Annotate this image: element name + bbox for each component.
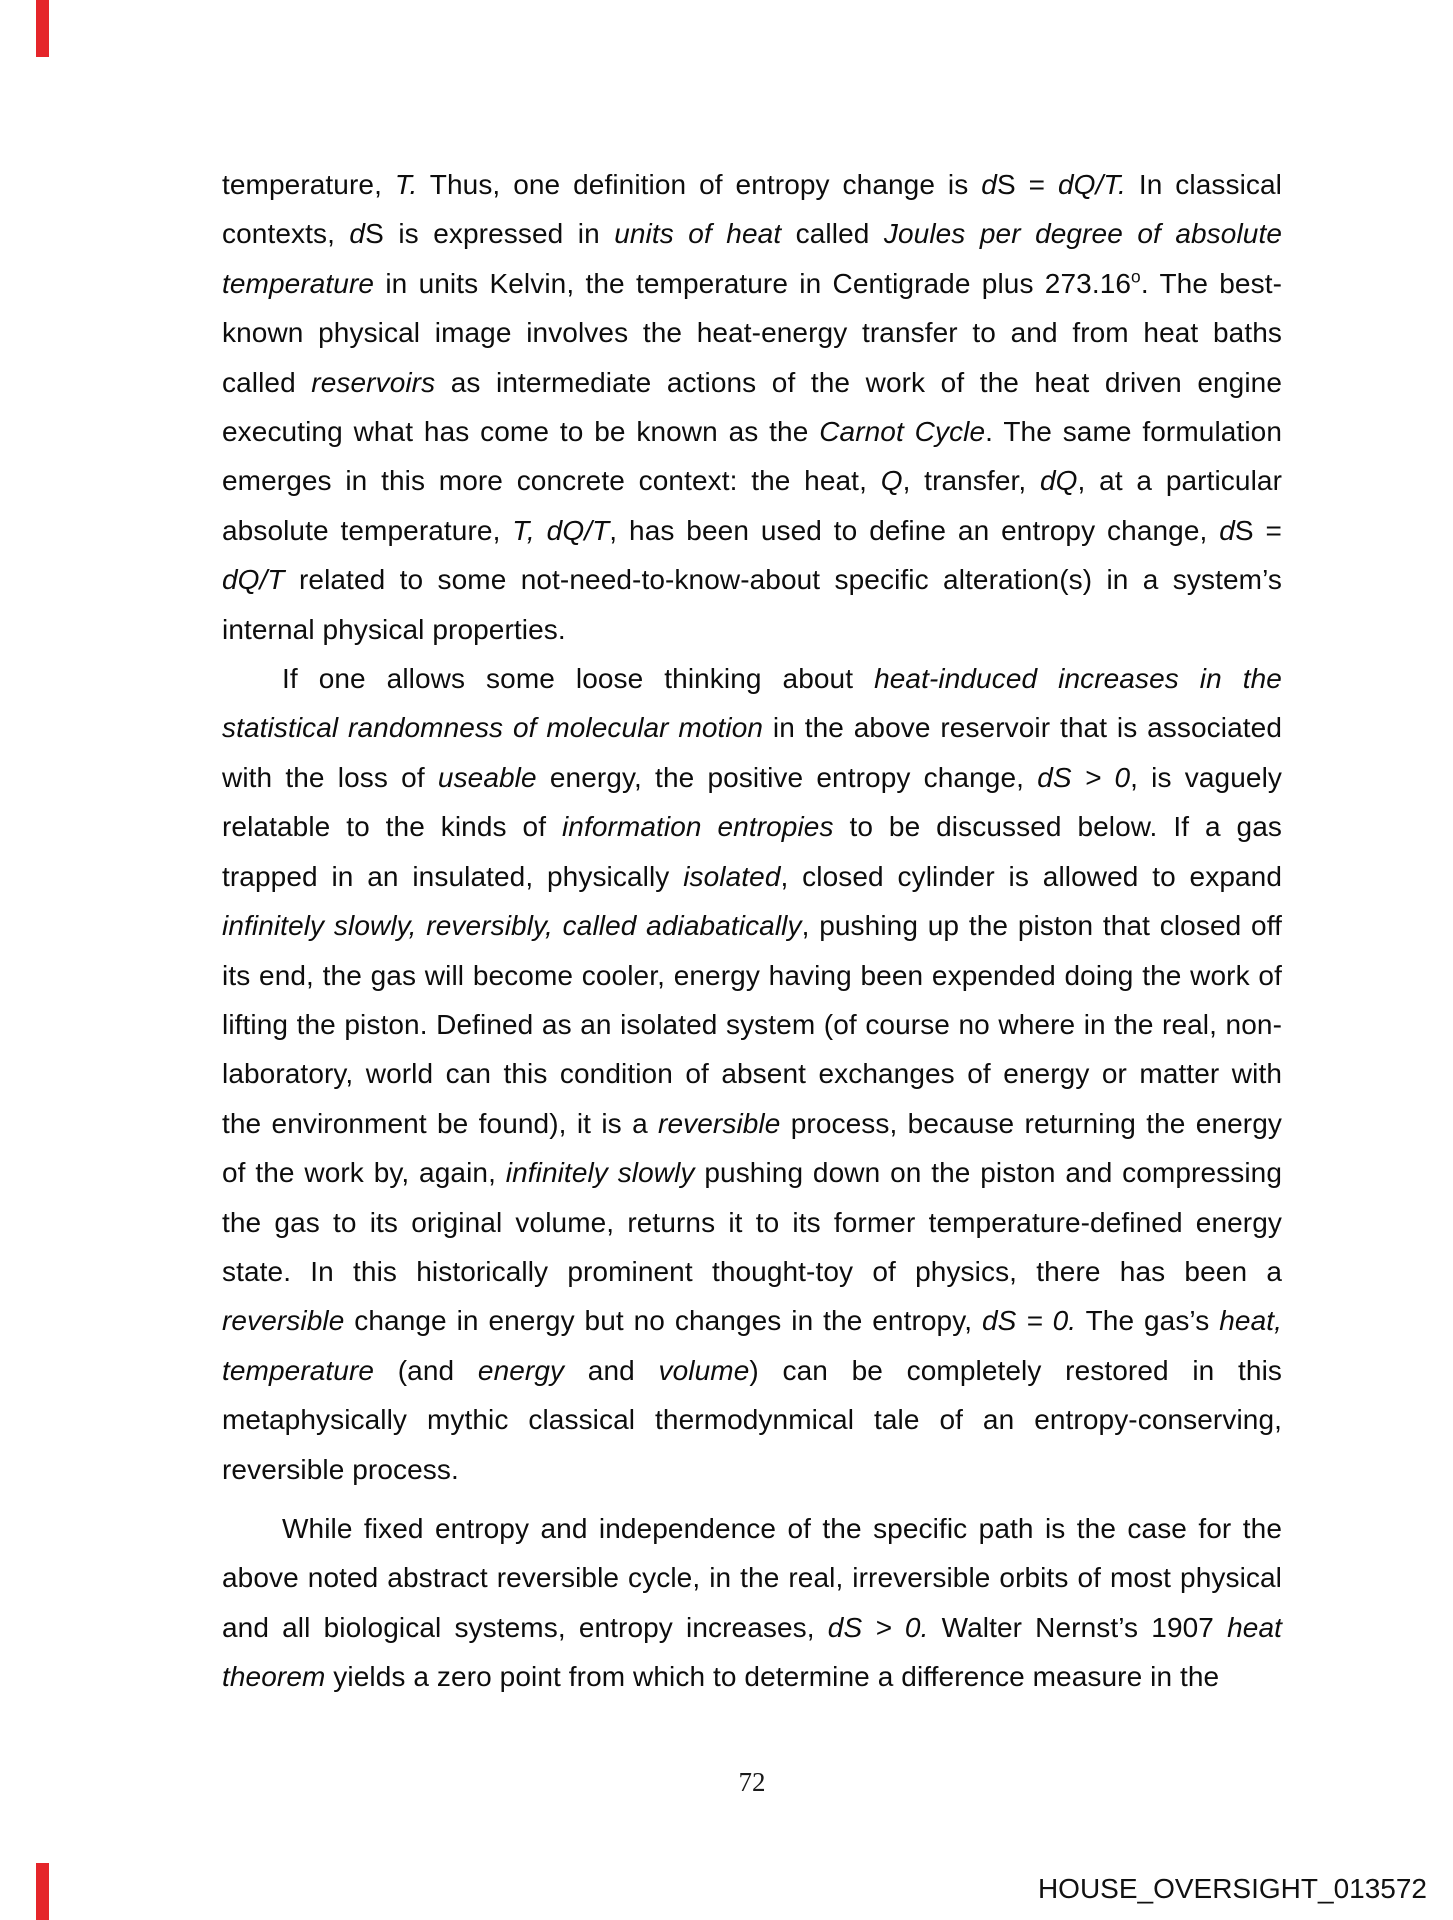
text-segment: Q (880, 465, 903, 497)
text-line (222, 1603, 1282, 1652)
text-segment: , pushing up the piston that closed off (801, 910, 1282, 942)
text-segment: theorem (222, 1661, 326, 1693)
text-line (222, 703, 1282, 752)
text-segment: metaphysically mythic classical thermodynmical tale of an entropy-conserving, (222, 1404, 1282, 1436)
text-segment: of the work by, again, (222, 1157, 506, 1189)
text-line (222, 259, 1282, 308)
text-segment: the gas to its original volume, returns it to its former temperature-defined energy (222, 1206, 1282, 1238)
text-segment: d (981, 169, 997, 200)
text-segment: infinitely slowly, reversibly, called adiabatically (222, 910, 802, 942)
text-segment: useable (437, 761, 537, 793)
text-segment: T. (394, 169, 418, 200)
text-segment: Joules per degree of absolute (883, 218, 1282, 250)
text-segment: heat (1227, 1611, 1282, 1643)
text-line (222, 1049, 1282, 1098)
text-segment: Walter Nernst’s 1907 (928, 1611, 1228, 1643)
text-line (222, 802, 1282, 851)
text-segment: relatable to the kinds of (222, 811, 562, 843)
text-segment: called (222, 366, 312, 398)
text-segment: heat-induced increases in the (874, 663, 1282, 695)
text-segment: contexts, (222, 218, 350, 250)
text-segment: , at a particular (1077, 465, 1282, 497)
text-line (222, 555, 1282, 604)
text-segment: energy, the positive entropy change, (536, 761, 1038, 793)
text-line (222, 951, 1282, 1000)
text-segment: dQ/T. (1057, 169, 1126, 200)
text-line (222, 1000, 1282, 1049)
text-segment: state. In this historically prominent thought-toy of physics, there has been a (222, 1255, 1282, 1287)
text-segment: change in energy but no changes in the entropy, (344, 1305, 982, 1337)
text-segment: dQ/T (222, 564, 285, 596)
text-segment: trapped in an insulated, physically (222, 860, 684, 892)
text-segment: temperature (222, 267, 375, 299)
text-segment: heat, (1219, 1305, 1282, 1337)
paragraph (222, 1504, 1282, 1702)
text-segment: , has been used to define an entropy change, (609, 514, 1220, 546)
text-line (222, 1198, 1282, 1247)
red-margin-mark-bottom (36, 1863, 49, 1920)
text-segment: reversible (222, 1305, 345, 1337)
text-segment: and (564, 1354, 659, 1386)
text-segment: known physical image involves the heat-energy transfer to and from heat baths (222, 317, 1282, 349)
text-segment: laboratory, world can this condition of absent exchanges of energy or matter with (222, 1058, 1282, 1090)
text-line (222, 852, 1282, 901)
text-segment: Thus, one definition of entropy change is (417, 169, 982, 200)
text-segment: yields a zero point from which to determine a difference measure in the (325, 1661, 1220, 1693)
paragraph (222, 654, 1282, 1494)
text-segment: , closed cylinder is allowed to expand (780, 860, 1283, 892)
text-line (222, 358, 1282, 407)
text-line (222, 1148, 1282, 1197)
text-line (222, 1395, 1282, 1444)
text-segment: S = (996, 169, 1058, 200)
text-line (222, 901, 1282, 950)
text-segment: While fixed entropy and independence of the specific path is the case for the (282, 1512, 1282, 1544)
text-segment: isolated (683, 860, 781, 892)
text-column (222, 160, 1282, 1702)
text-segment: infinitely slowly (505, 1157, 695, 1189)
text-segment: . The same formulation (985, 416, 1282, 448)
text-segment: called (781, 218, 884, 250)
text-segment: the environment be found), it is a (222, 1107, 659, 1139)
text-line (222, 654, 1282, 703)
text-segment: In classical (1125, 169, 1282, 200)
text-line (222, 456, 1282, 505)
text-segment: temperature, (222, 169, 395, 200)
text-line (222, 605, 1282, 654)
text-segment: in units Kelvin, the temperature in Centigrade plus 273.16 (374, 267, 1132, 299)
text-line (222, 1247, 1282, 1296)
text-segment: S = (1234, 514, 1282, 546)
text-segment: d (1219, 514, 1235, 546)
text-segment: , is vaguely (1130, 761, 1282, 793)
text-segment: absolute temperature, (222, 514, 513, 546)
text-segment: (and (374, 1354, 478, 1386)
text-segment: volume (658, 1354, 750, 1386)
text-line (222, 1099, 1282, 1148)
paragraph (222, 160, 1282, 654)
text-segment: energy (477, 1354, 565, 1386)
text-line (222, 308, 1282, 357)
text-segment: reversible (658, 1107, 781, 1139)
text-segment: statistical randomness of molecular motion (222, 712, 764, 744)
text-segment: d (349, 218, 366, 250)
text-segment: related to some not-need-to-know-about specific alteration(s) in a system’s (284, 564, 1282, 596)
text-segment: above noted abstract reversible cycle, in the real, irreversible orbits of most physical (222, 1562, 1282, 1594)
text-line (222, 1346, 1282, 1395)
text-line (222, 1504, 1282, 1553)
text-segment: o (1131, 266, 1141, 287)
text-segment: S is expressed in (365, 218, 615, 250)
text-segment: dQ (1039, 465, 1078, 497)
red-margin-mark-top (36, 0, 49, 57)
text-segment: pushing down on the piston and compressing (694, 1157, 1282, 1189)
text-segment: its end, the gas will become cooler, energy having been expended doing the work of (222, 959, 1282, 991)
text-segment: and all biological systems, entropy increases, (222, 1611, 828, 1643)
text-segment: dS > 0 (1037, 761, 1131, 793)
text-line (222, 1445, 1282, 1494)
text-segment: emerges in this more concrete context: the heat, (222, 465, 881, 497)
text-line (222, 407, 1282, 456)
text-line (222, 506, 1282, 555)
text-segment: reversible process. (222, 1453, 459, 1485)
text-segment: lifting the piston. Defined as an isolated system (of course no where in the real, non- (222, 1008, 1282, 1040)
text-segment: as intermediate actions of the work of the heat driven engine (435, 366, 1283, 398)
text-line (222, 1296, 1282, 1345)
text-line (222, 1553, 1282, 1602)
text-segment: . The best- (1140, 267, 1282, 299)
text-segment: units of heat (614, 218, 782, 250)
page-number: 72 (738, 1767, 766, 1797)
text-segment: information entropies (561, 811, 834, 843)
text-segment: temperature (222, 1354, 375, 1386)
footer-bates-number: HOUSE_OVERSIGHT_013572 (1037, 1873, 1427, 1904)
text-line (222, 1652, 1282, 1701)
text-segment: internal physical properties. (222, 613, 566, 645)
text-line (222, 209, 1282, 258)
text-segment: T, dQ/T (512, 514, 610, 546)
text-segment: dS > 0. (827, 1611, 929, 1643)
text-segment: process, because returning the energy (780, 1107, 1282, 1139)
text-segment: dS = 0. (982, 1305, 1077, 1337)
text-segment: in the above reservoir that is associated (763, 712, 1282, 744)
text-line (222, 753, 1282, 802)
text-segment: Carnot Cycle (819, 416, 986, 448)
text-segment: reservoirs (311, 366, 436, 398)
text-line (222, 160, 1282, 209)
text-segment: ) can be completely restored in this (749, 1354, 1282, 1386)
text-segment: with the loss of (222, 761, 438, 793)
text-segment: to be discussed below. If a gas (833, 811, 1282, 843)
text-segment: , transfer, (902, 465, 1040, 497)
text-segment: If one allows some loose thinking about (282, 663, 875, 695)
text-segment: executing what has come to be known as the (222, 416, 820, 448)
text-segment: The gas’s (1076, 1305, 1220, 1337)
